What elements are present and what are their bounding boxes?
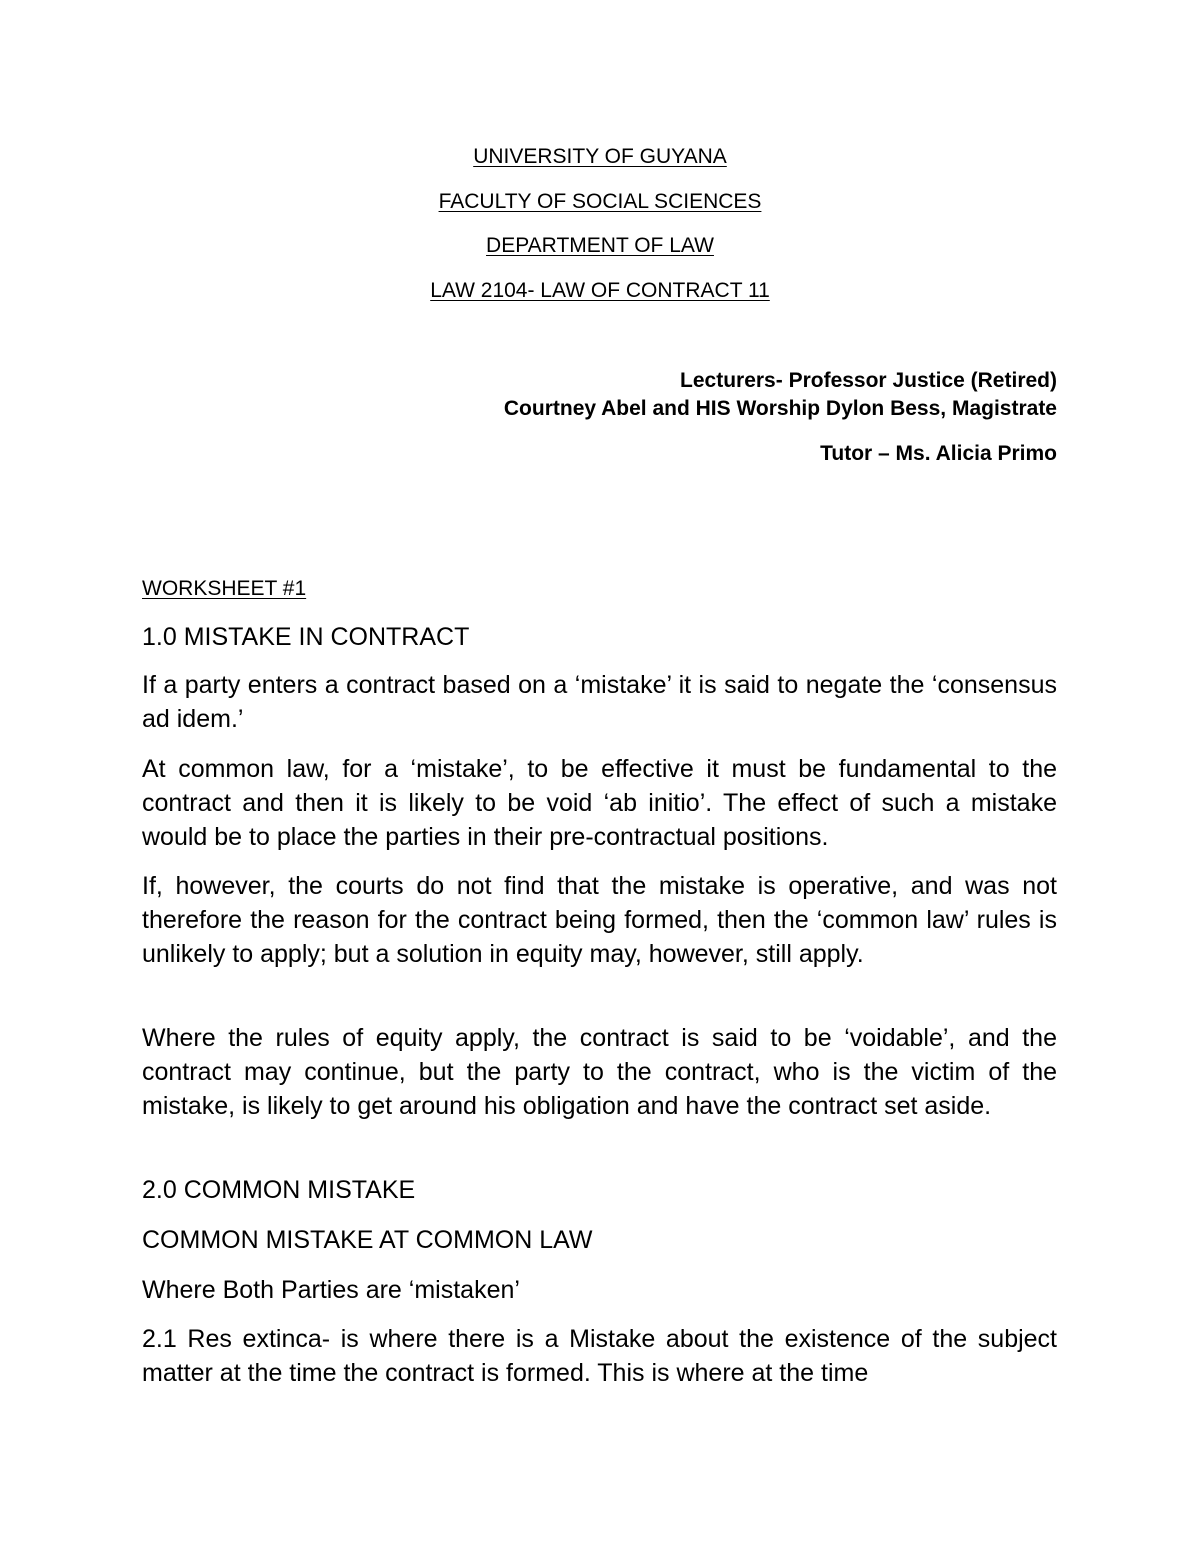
department-title: DEPARTMENT OF LAW (486, 234, 714, 257)
lecturers-line-2: Courtney Abel and HIS Worship Dylon Bess, Magistrate (503, 397, 1057, 420)
course-title: LAW 2104- LAW OF CONTRACT 11 (430, 279, 770, 302)
subheading-common-law: COMMON MISTAKE AT COMMON LAW (142, 1226, 593, 1254)
paragraph-3: If, however, the courts do not find that the mistake is operative, and was not therefore the reason for the contract being formed, then the ‘common law’ rules is unlikely to apply; but a solution in equity may, however, still apply. (142, 872, 1057, 968)
university-title: UNIVERSITY OF GUYANA (473, 145, 727, 168)
paragraph-4: Where the rules of equity apply, the contract is said to be ‘voidable’, and the contract may continue, but the party to the contract, who is the victim of the mistake, is likely to get around his obligation and have the contract set aside. (142, 1024, 1057, 1120)
worksheet-title: WORKSHEET #1 (142, 577, 307, 600)
paragraph-1: If a party enters a contract based on a ‘mistake’ it is said to negate the ‘consensus ad idem.’ (142, 671, 1057, 733)
subheading-both-parties: Where Both Parties are ‘mistaken’ (142, 1276, 520, 1304)
paragraph-5: 2.1 Res extinca- is where there is a Mistake about the existence of the subject matter at the time the contract is formed. This is where at the time (142, 1325, 1057, 1387)
paragraph-2: At common law, for a ‘mistake’, to be effective it must be fundamental to the contract and then it is likely to be void ‘ab initio’. The effect of such a mistake would be to place the parties in their pre-contractual positions. (142, 755, 1057, 851)
tutor-line: Tutor – Ms. Alicia Primo (820, 442, 1057, 465)
lecturers-line-1: Lecturers- Professor Justice (Retired) (680, 369, 1057, 392)
section-2-heading: 2.0 COMMON MISTAKE (142, 1176, 416, 1204)
faculty-title: FACULTY OF SOCIAL SCIENCES (438, 190, 762, 213)
section-1-heading: 1.0 MISTAKE IN CONTRACT (142, 623, 470, 651)
